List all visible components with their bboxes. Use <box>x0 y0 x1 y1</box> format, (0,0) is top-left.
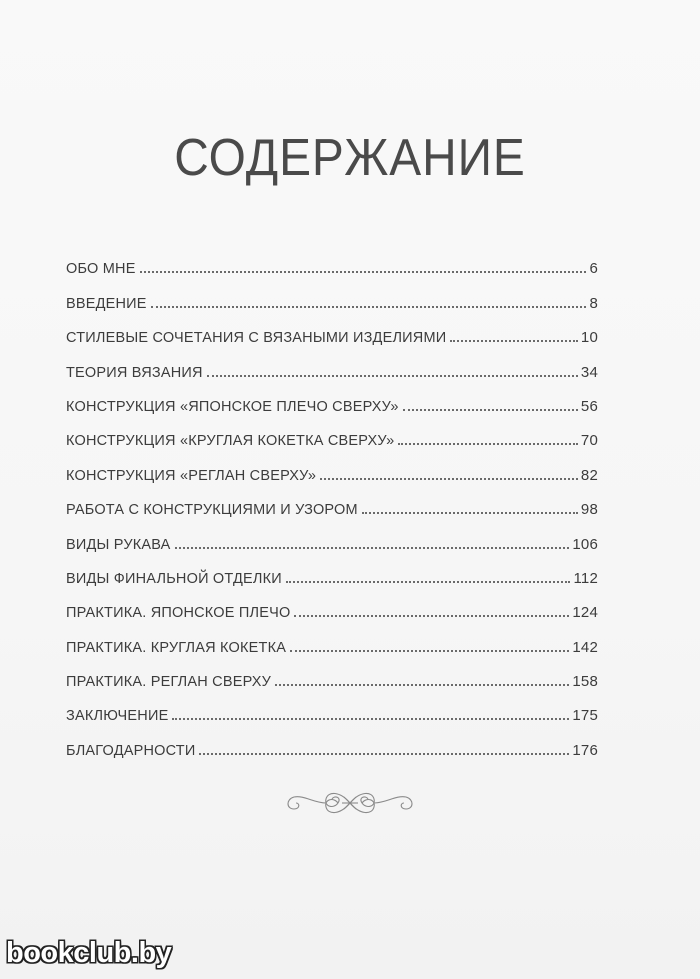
toc-entry-title: КОНСТРУКЦИЯ «РЕГЛАН СВЕРХУ» <box>66 467 317 484</box>
toc-entry <box>66 484 598 518</box>
toc-entry <box>66 553 598 587</box>
toc-entry <box>66 656 598 690</box>
page-title: СОДЕРЖАНИЕ <box>174 129 526 187</box>
toc-entry <box>66 277 598 311</box>
toc-entry-page: 142 <box>572 638 598 656</box>
toc-entry-title: СТИЛЕВЫЕ СОЧЕТАНИЯ С ВЯЗАНЫМИ ИЗДЕЛИЯМИ <box>66 330 447 347</box>
toc-entry-page: 176 <box>572 741 598 759</box>
site-watermark: bookclub.by <box>6 937 172 969</box>
toc-entry <box>66 587 598 621</box>
toc-entry <box>66 690 598 724</box>
toc-entry-title: КОНСТРУКЦИЯ «ЯПОНСКОЕ ПЛЕЧО СВЕРХУ» <box>66 398 399 415</box>
toc-leader-dots <box>175 546 570 549</box>
toc-entry <box>66 449 598 483</box>
toc-leader-dots <box>398 442 578 445</box>
toc-entry-page: 112 <box>573 569 598 587</box>
toc-entry-title: БЛАГОДАРНОСТИ <box>66 742 196 759</box>
toc-entry <box>66 243 598 277</box>
toc-leader-dots <box>207 374 578 377</box>
toc-leader-dots <box>403 408 578 411</box>
toc-leader-dots <box>286 580 571 583</box>
toc-entry-page: 106 <box>572 535 598 553</box>
toc-entry <box>66 724 598 758</box>
toc-entry-title: ПРАКТИКА. ЯПОНСКОЕ ПЛЕЧО <box>66 605 291 622</box>
toc-entry-page: 6 <box>589 260 598 278</box>
toc-leader-dots <box>151 305 587 308</box>
toc-entry-page: 175 <box>572 707 598 725</box>
toc-entry-title: ПРАКТИКА. КРУГЛАЯ КОКЕТКА <box>66 639 287 656</box>
toc-entry <box>66 621 598 655</box>
toc-entry-title: ВИДЫ РУКАВА <box>66 536 171 553</box>
toc-entry-page: 10 <box>580 329 598 347</box>
toc-entry-page: 158 <box>572 673 598 691</box>
toc-entry <box>66 381 598 415</box>
toc-entry-title: КОНСТРУКЦИЯ «КРУГЛАЯ КОКЕТКА СВЕРХУ» <box>66 433 395 450</box>
toc-entry <box>66 518 598 552</box>
toc-entry-page: 70 <box>580 432 598 450</box>
toc-entry-title: ВВЕДЕНИЕ <box>66 295 147 312</box>
toc-entry-title: ПРАКТИКА. РЕГЛАН СВЕРХУ <box>66 674 272 691</box>
toc-entry-title: ОБО МНЕ <box>66 261 136 278</box>
toc-entry-title: РАБОТА С КОНСТРУКЦИЯМИ И УЗОРОМ <box>66 502 358 519</box>
toc-leader-dots <box>172 717 569 720</box>
toc-leader-dots <box>290 649 569 652</box>
toc-entry <box>66 312 598 346</box>
toc-entry-page: 8 <box>589 294 598 312</box>
toc-entry-title: ВИДЫ ФИНАЛЬНОЙ ОТДЕЛКИ <box>66 570 282 587</box>
table-of-contents <box>66 243 598 759</box>
toc-entry-page: 98 <box>580 501 598 519</box>
toc-entry-page: 82 <box>580 466 598 484</box>
toc-entry-page: 124 <box>572 604 598 622</box>
toc-leader-dots <box>140 270 587 273</box>
toc-leader-dots <box>275 683 569 686</box>
toc-entry-page: 56 <box>580 397 598 415</box>
toc-entry-title: ЗАКЛЮЧЕНИЕ <box>66 708 169 725</box>
toc-leader-dots <box>294 614 569 617</box>
toc-leader-dots <box>362 511 578 514</box>
flourish-ornament-icon <box>280 783 420 823</box>
toc-leader-dots <box>450 339 578 342</box>
toc-leader-dots <box>320 477 578 480</box>
toc-entry-title: ТЕОРИЯ ВЯЗАНИЯ <box>66 364 203 381</box>
toc-entry-page: 34 <box>580 363 598 381</box>
toc-entry <box>66 415 598 449</box>
toc-leader-dots <box>199 752 569 755</box>
toc-entry <box>66 346 598 380</box>
